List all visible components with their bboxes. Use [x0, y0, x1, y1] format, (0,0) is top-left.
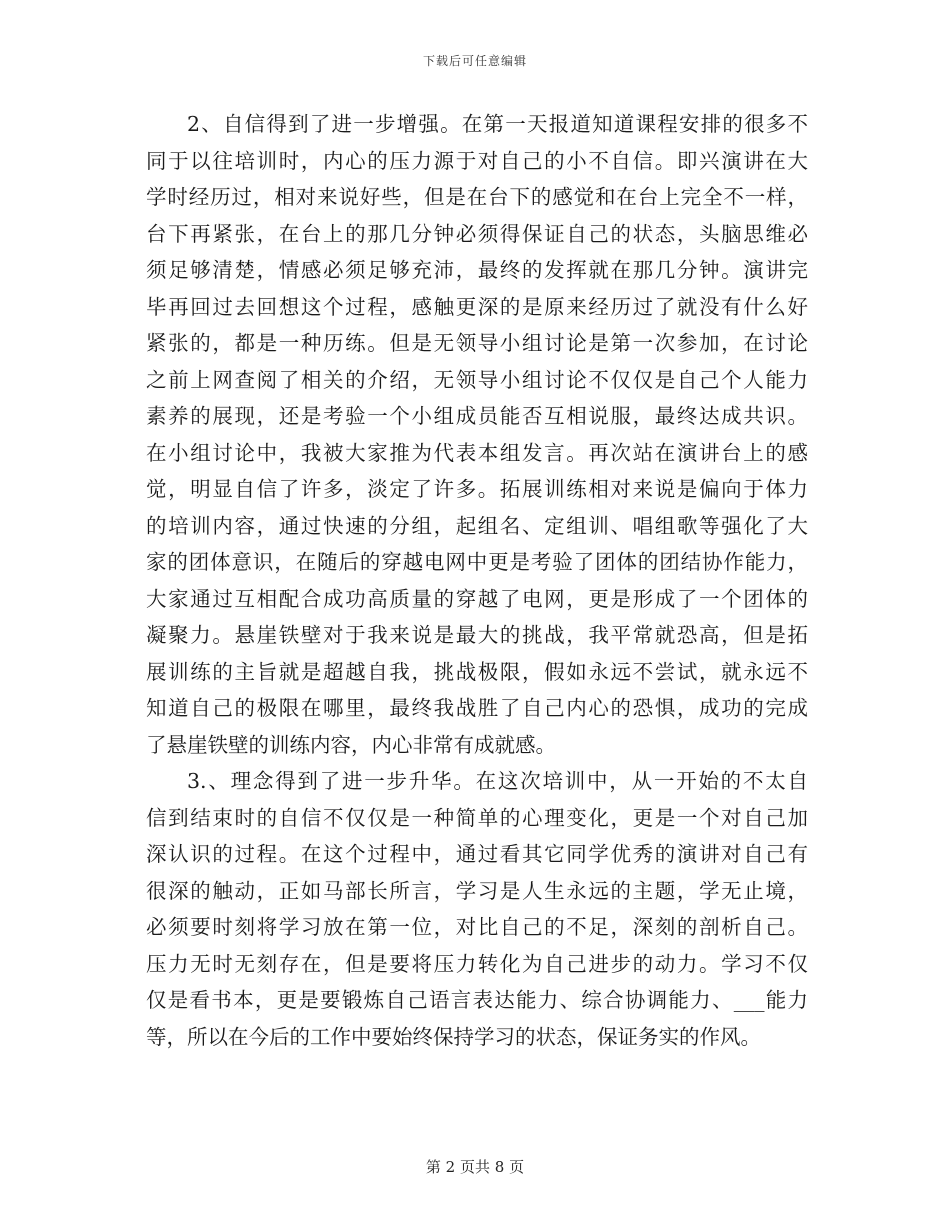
text-line: 压力无时无刻存在，但是要将压力转化为自己进步的动力。学习不仅 — [146, 951, 808, 976]
text-line: 台下再紧张，在台上的那几分钟必须得保证自己的状态，头脑思维必 — [146, 221, 808, 246]
paragraph-2 — [146, 763, 808, 1055]
text-line: 很深的触动，正如马部长所言，学习是人生永远的主题，学无止境， — [146, 878, 808, 903]
text-line: 深认识的过程。在这个过程中，通过看其它同学优秀的演讲对自己有 — [146, 842, 808, 866]
paragraph-1 — [146, 106, 808, 763]
page-header: 下载后可任意编辑 — [422, 54, 527, 68]
text-line: 必须要时刻将学习放在第一位，对比自己的不足，深刻的剖析自己。 — [146, 915, 808, 939]
text-line: 的培训内容，通过快速的分组，起组名、定组训、唱组歌等强化了大 — [146, 513, 808, 538]
text-line: 须足够清楚，情感必须足够充沛，最终的发挥就在那几分钟。演讲完 — [146, 258, 808, 282]
text-line: 同于以往培训时，内心的压力源于对自己的小不自信。即兴演讲在大 — [146, 148, 808, 173]
page-number: 第 2 页共 8 页 — [425, 1158, 525, 1176]
text-line: 等，所以在今后的工作中要始终保持学习的状态，保证务实的作风。 — [146, 1024, 761, 1049]
text-line: 家的团体意识，在随后的穿越电网中更是考验了团体的团结协作能力， — [146, 550, 808, 574]
text-line: 知道自己的极限在哪里，最终我战胜了自己内心的恐惧，成功的完成 — [146, 696, 808, 720]
text-line: 学时经历过，相对来说好些，但是在台下的感觉和在台上完全不一样， — [146, 185, 808, 209]
text-line: 3.、理念得到了进一步升华。在这次培训中，从一开始的不太自 — [187, 769, 808, 793]
text-line: 展训练的主旨就是超越自我，挑战极限，假如永远不尝试，就永远不 — [146, 659, 808, 684]
text-line: 2、自信得到了进一步增强。在第一天报道知道课程安排的很多不 — [187, 112, 808, 136]
text-line: 素养的展现，还是考验一个小组成员能否互相说服，最终达成共识。 — [146, 404, 808, 428]
text-line: 紧张的，都是一种历练。但是无领导小组讨论是第一次参加，在讨论 — [146, 331, 808, 355]
text-line: 了悬崖铁壁的训练内容，内心非常有成就感。 — [146, 732, 556, 757]
text-line: 凝聚力。悬崖铁壁对于我来说是最大的挑战，我平常就恐高，但是拓 — [146, 623, 808, 647]
document-body — [146, 106, 808, 1055]
text-line: 之前上网查阅了相关的介绍，无领导小组讨论不仅仅是自己个人能力 — [146, 367, 808, 392]
text-line: 觉，明显自信了许多，淡定了许多。拓展训练相对来说是偏向于体力 — [146, 477, 808, 501]
text-line: 信到结束时的自信不仅仅是一种简单的心理变化，更是一个对自己加 — [146, 805, 808, 830]
text-line: 在小组讨论中，我被大家推为代表本组发言。再次站在演讲台上的感 — [146, 440, 808, 465]
text-line: 毕再回过去回想这个过程，感触更深的是原来经历过了就没有什么好 — [146, 294, 808, 319]
text-line: 大家通过互相配合成功高质量的穿越了电网，更是形成了一个团体的 — [146, 586, 808, 611]
text-line: 仅是看书本，更是要锻炼自己语言表达能力、综合协调能力、___能力 — [146, 988, 808, 1012]
